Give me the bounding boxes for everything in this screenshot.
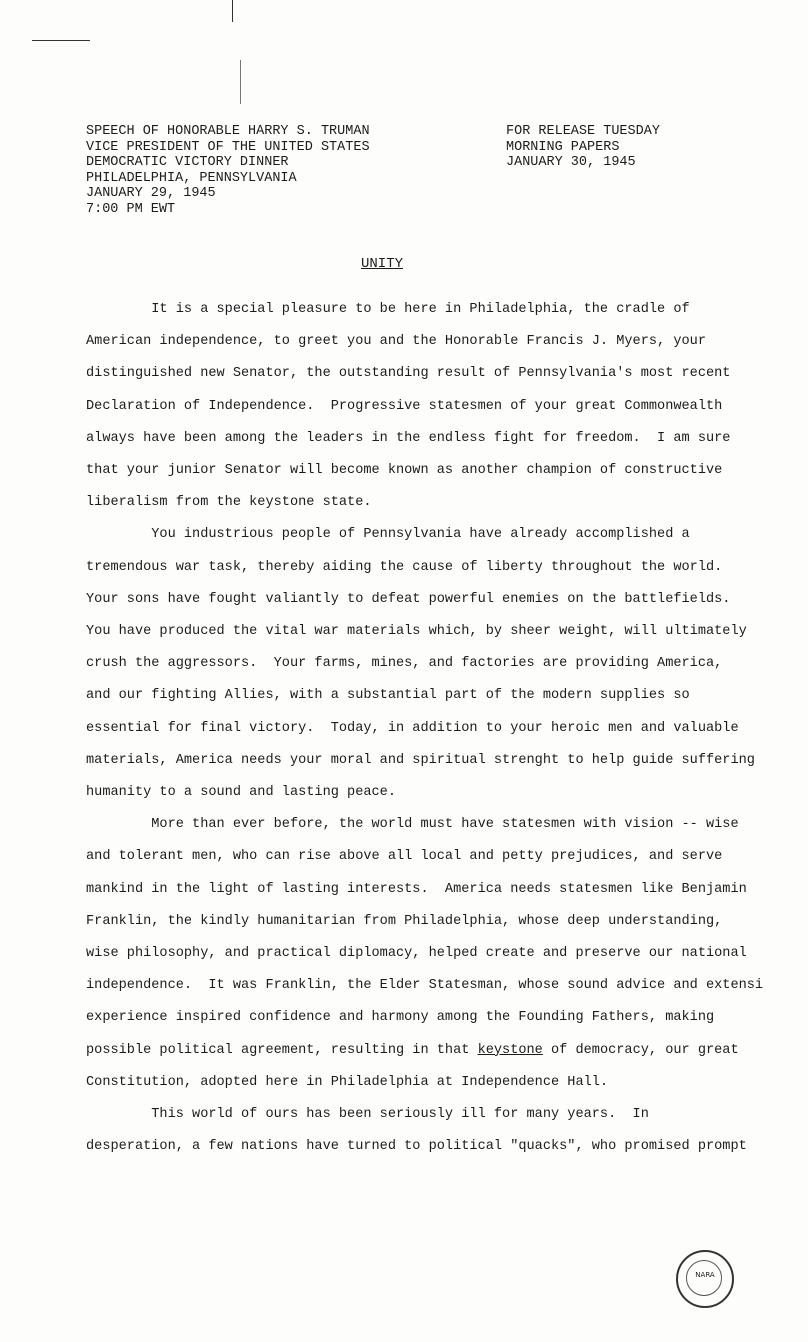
library-stamp xyxy=(676,1250,734,1308)
scan-mark-top-left xyxy=(32,40,90,41)
text-line: It is a special pleasure to be here in Philadelphia, the cradle of xyxy=(86,302,690,317)
text-line: and tolerant men, who can rise above all local and petty prejudices, and serve xyxy=(86,849,723,865)
header-left-line: DEMOCRATIC VICTORY DINNER xyxy=(86,155,289,171)
text-line: American independence, to greet you and the Honorable Francis J. Myers, your xyxy=(86,334,706,350)
text-segment: possible political agreement, resulting in that xyxy=(86,1042,478,1058)
text-line: that your junior Senator will become known as another champion of constructive xyxy=(86,463,723,479)
stamp-inner-text: NARA xyxy=(695,1271,715,1279)
text-line: crush the aggressors. Your farms, mines, and factories are providing America, xyxy=(86,656,723,672)
text-line-with-keystone xyxy=(86,1035,746,1067)
text-line: humanity to a sound and lasting peace. xyxy=(86,785,396,801)
paragraph xyxy=(86,1099,746,1163)
header-right-line: FOR RELEASE TUESDAY xyxy=(506,124,660,139)
text-segment: of democracy, our great xyxy=(542,1042,739,1058)
text-line: Franklin, the kindly humanitarian from Philadelphia, whose deep understanding, xyxy=(86,913,723,929)
text-line: materials, America needs your moral and spiritual strenght to help guide suffering xyxy=(86,752,755,768)
header-left-line: 7:00 PM EWT xyxy=(86,201,176,217)
text-line: experience inspired confidence and harmony among the Founding Fathers, making xyxy=(86,1010,715,1026)
scan-mark-top-center xyxy=(232,0,233,22)
paragraph xyxy=(86,519,755,809)
speech-title: UNITY xyxy=(360,256,403,272)
header-left-line: SPEECH OF HONORABLE HARRY S. TRUMAN xyxy=(86,124,370,139)
text-line: You have produced the vital war materials which, by sheer weight, will ultimately xyxy=(86,624,747,640)
text-line: always have been among the leaders in the endless fight for freedom. I am sure xyxy=(86,430,731,446)
header-right-line: MORNING PAPERS xyxy=(506,139,620,155)
text-line: Your sons have fought valiantly to defeat powerful enemies on the battlefields. xyxy=(86,591,731,607)
text-line: This world of ours has been seriously ill for many years. In xyxy=(86,1107,649,1123)
text-line: liberalism from the keystone state. xyxy=(86,495,372,511)
text-line: essential for final victory. Today, in addition to your heroic men and valuable xyxy=(86,720,739,736)
text-line: tremendous war task, thereby aiding the cause of liberty throughout the world. xyxy=(86,559,723,575)
text-line: distinguished new Senator, the outstanding result of Pennsylvania's most recent xyxy=(86,366,731,382)
text-line: mankind in the light of lasting interests. America needs statesmen like Benjamin xyxy=(86,881,747,897)
text-line: desperation, a few nations have turned to political "quacks", who promised prompt xyxy=(86,1139,747,1155)
speech-body xyxy=(86,294,764,1163)
header-speaker-block xyxy=(86,124,370,218)
header-release-block xyxy=(506,124,660,171)
scan-mark-fold xyxy=(240,60,241,104)
header-left-line: PHILADELPHIA, PENNSYLVANIA xyxy=(86,170,297,186)
paragraph xyxy=(86,809,764,1099)
header-left-line: VICE PRESIDENT OF THE UNITED STATES xyxy=(86,139,370,155)
header-right-line: JANUARY 30, 1945 xyxy=(506,155,636,171)
text-line: Constitution, adopted here in Philadelphia at Independence Hall. xyxy=(86,1074,609,1090)
text-line: You industrious people of Pennsylvania have already accomplished a xyxy=(86,527,690,543)
text-line: independence. It was Franklin, the Elder Statesman, whose sound advice and extensi xyxy=(86,978,764,994)
text-line: and our fighting Allies, with a substantial part of the modern supplies so xyxy=(86,688,690,704)
text-line: wise philosophy, and practical diplomacy, helped create and preserve our national xyxy=(86,946,747,962)
header-left-line: JANUARY 29, 1945 xyxy=(86,186,216,202)
paragraph xyxy=(86,294,746,519)
text-line: More than ever before, the world must have statesmen with vision -- wise xyxy=(86,817,739,833)
text-line: Declaration of Independence. Progressive statesmen of your great Commonwealth xyxy=(86,398,723,414)
keystone-underlined-word: keystone xyxy=(477,1042,543,1058)
